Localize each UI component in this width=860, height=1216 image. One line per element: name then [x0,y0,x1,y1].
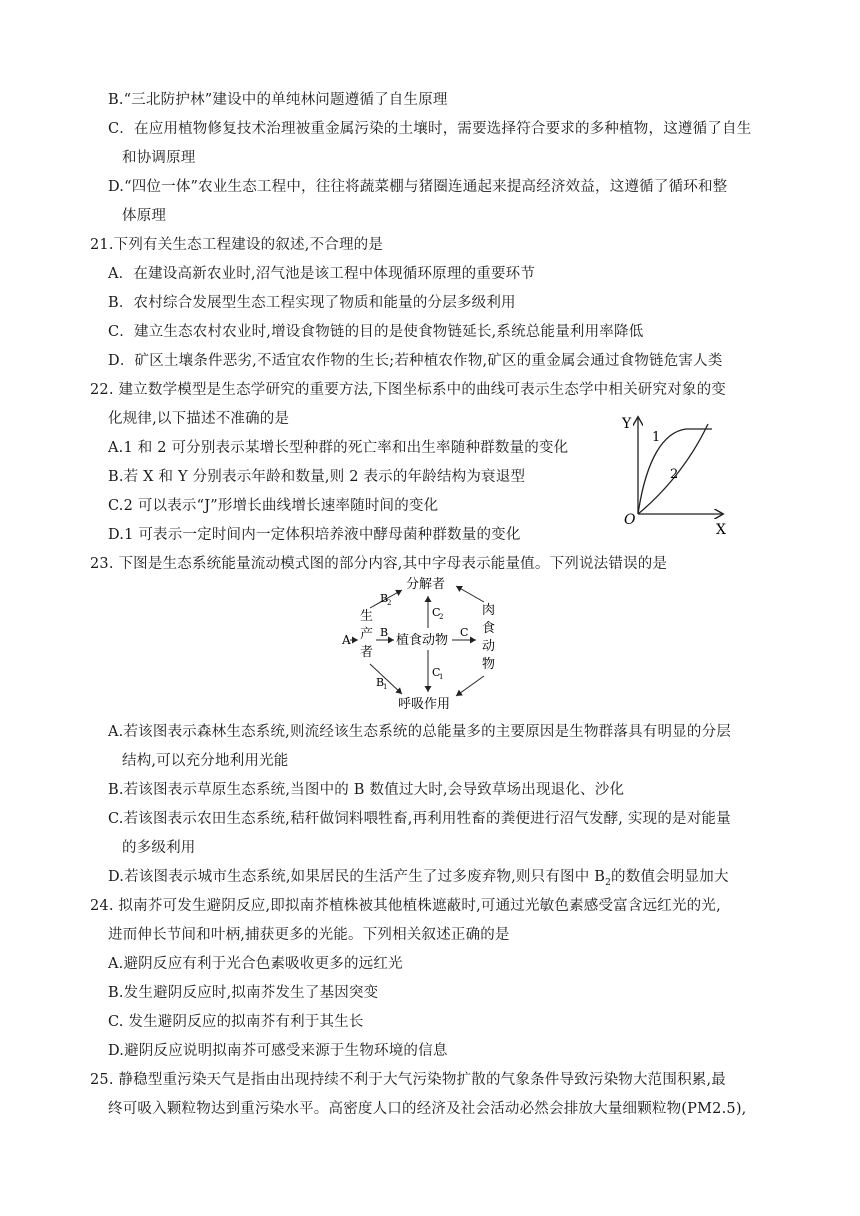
q20-option-d-line2: 体原理 [122,208,167,224]
q22-option-d: D.1 可表示一定时间内一定体积培养液中酵母菌种群数量的变化 [108,527,521,543]
q24-option-c: C. 发生避阴反应的拟南芥有利于其生长 [108,1014,364,1030]
q24-option-a: A.避阴反应有利于光合色素吸收更多的远红光 [108,956,403,972]
q23-stem: 23. 下图是生态系统能量流动模式图的部分内容,其中字母表示能量值。下列说法错误的是 [90,556,668,572]
q23-option-c-line1: C.若该图表示农田生态系统,秸秆做饲料喂牲畜,再利用牲畜的粪便进行沼气发酵, 实现的是对能量 [108,811,731,827]
q23-label-c2-sub: 2 [439,613,444,621]
q23-producer-char-2: 产 [360,627,374,642]
q23-respiration-label: 呼吸作用 [398,697,451,712]
q20-option-c-line1: C．在应用植物修复技术治理被重金属污染的土壤时，需要选择符合要求的多种植物，这遵循了自生 [108,121,752,137]
q23-option-b: B.若该图表示草原生态系统,当图中的 B 数值过大时,会导致草场出现退化、沙化 [108,782,625,798]
q23-label-b2: B [380,592,389,605]
q22-option-a: A.1 和 2 可分别表示某增长型种群的死亡率和出生率随种群数量的变化 [108,440,569,456]
q23-decomposer-label: 分解者 [406,577,446,592]
q22-stem-line1: 22. 建立数学模型是生态学研究的重要方法,下图坐标系中的曲线可表示生态学中相关研究对象的变 [90,382,726,398]
q23-label-a: A [342,633,351,647]
q24-option-b: B.发生避阴反应时,拟南芥发生了基因突变 [108,985,379,1001]
q25-stem-line2: 终可吸入颗粒物达到重污染水平。高密度人口的经济及社会活动必然会排放大量细颗粒物(PM2.5), [108,1101,747,1117]
q20-option-d-line1: D.“四位一体”农业生态工程中，往往将蔬菜棚与猪圈连通起来提高经济效益，这遵循了循环和整 [108,179,728,195]
q23-label-b: B [380,626,389,639]
q21-option-a: A．在建设高新农业时,沼气池是该工程中体现循环原理的重要环节 [108,266,536,282]
q22-curve-2-label: 2 [670,467,679,482]
q22-option-b: B.若 X 和 Y 分别表示年龄和数量,则 2 表示的年龄结构为衰退型 [108,469,526,485]
q21-option-c: C．建立生态农村农业时,增设食物链的目的是使食物链延长,系统总能量利用率降低 [108,324,644,340]
q20-option-b: B.“三北防护林”建设中的单纯林问题遵循了自生原理 [108,92,448,108]
q23-option-d-subscript: 2 [605,877,612,888]
q23-producer-char-1: 生 [360,609,374,624]
q23-label-c2: C [432,606,441,619]
q23-option-a-line2: 结构,可以充分地利用光能 [122,753,289,769]
q23-energy-flow-diagram [340,572,520,712]
q23-label-b2-sub: 2 [387,599,392,607]
q22-stem-line2: 化规律,以下描述不准确的是 [108,411,290,427]
q23-carnivore-char-2: 食 [482,621,496,636]
q22-origin-label: O [624,512,636,528]
q23-label-c1: C [432,666,441,679]
q23-option-d-tail: 的数值会明显加大 [611,869,729,885]
q23-option-d-text: D.若该图表示城市生态系统,如果居民的生活产生了过多废弃物,则只有图中 B [108,869,606,885]
q23-producer-char-3: 者 [360,645,374,660]
q23-label-c1-sub: 1 [439,673,444,681]
q21-option-b: B．农村综合发展型生态工程实现了物质和能量的分层多级利用 [108,295,516,311]
q21-stem: 21.下列有关生态工程建设的叙述,不合理的是 [90,237,384,253]
q21-option-d: D．矿区土壤条件恶劣,不适宜农作物的生长;若种植农作物,矿区的重金属会通过食物链危害人类 [108,353,723,369]
q23-carnivore-char-3: 动 [482,639,496,654]
q23-herbivore-label: 植食动物 [396,633,449,648]
q23-carnivore-char-1: 肉 [482,603,496,618]
q24-option-d: D.避阴反应说明拟南芥可感受来源于生物环境的信息 [108,1043,448,1059]
q25-stem-line1: 25. 静稳型重污染天气是指由出现持续不利于大气污染物扩散的气象条件导致污染物大范围积累,最 [90,1072,726,1088]
q22-y-label: Y [622,416,632,432]
q22-x-label: X [716,522,726,538]
q23-option-c-line2: 的多级利用 [122,840,196,856]
q22-option-c: C.2 可以表示“J”形增长曲线增长速率随时间的变化 [108,498,439,514]
q24-stem-line2: 进而伸长节间和叶柄,捕获更多的光能。下列相关叙述正确的是 [108,927,510,943]
q23-label-b1: B [376,676,385,689]
q23-label-b1-sub: 1 [383,683,388,691]
q23-label-c: C [460,626,469,639]
q22-curve-1-label: 1 [652,430,661,445]
q23-option-d [108,867,729,893]
q20-option-c-line2: 和协调原理 [122,150,196,166]
q24-stem-line1: 24. 拟南芥可发生避阴反应,即拟南芥植株被其他植株遮蔽时,可通过光敏色素感受富含远红光的光, [90,898,721,914]
q22-graph [618,410,748,540]
q23-carnivore-char-4: 物 [482,657,496,672]
q23-option-a-line1: A.若该图表示森林生态系统,则流经该生态系统的总能量多的主要原因是生物群落具有明显的分层 [108,724,731,740]
